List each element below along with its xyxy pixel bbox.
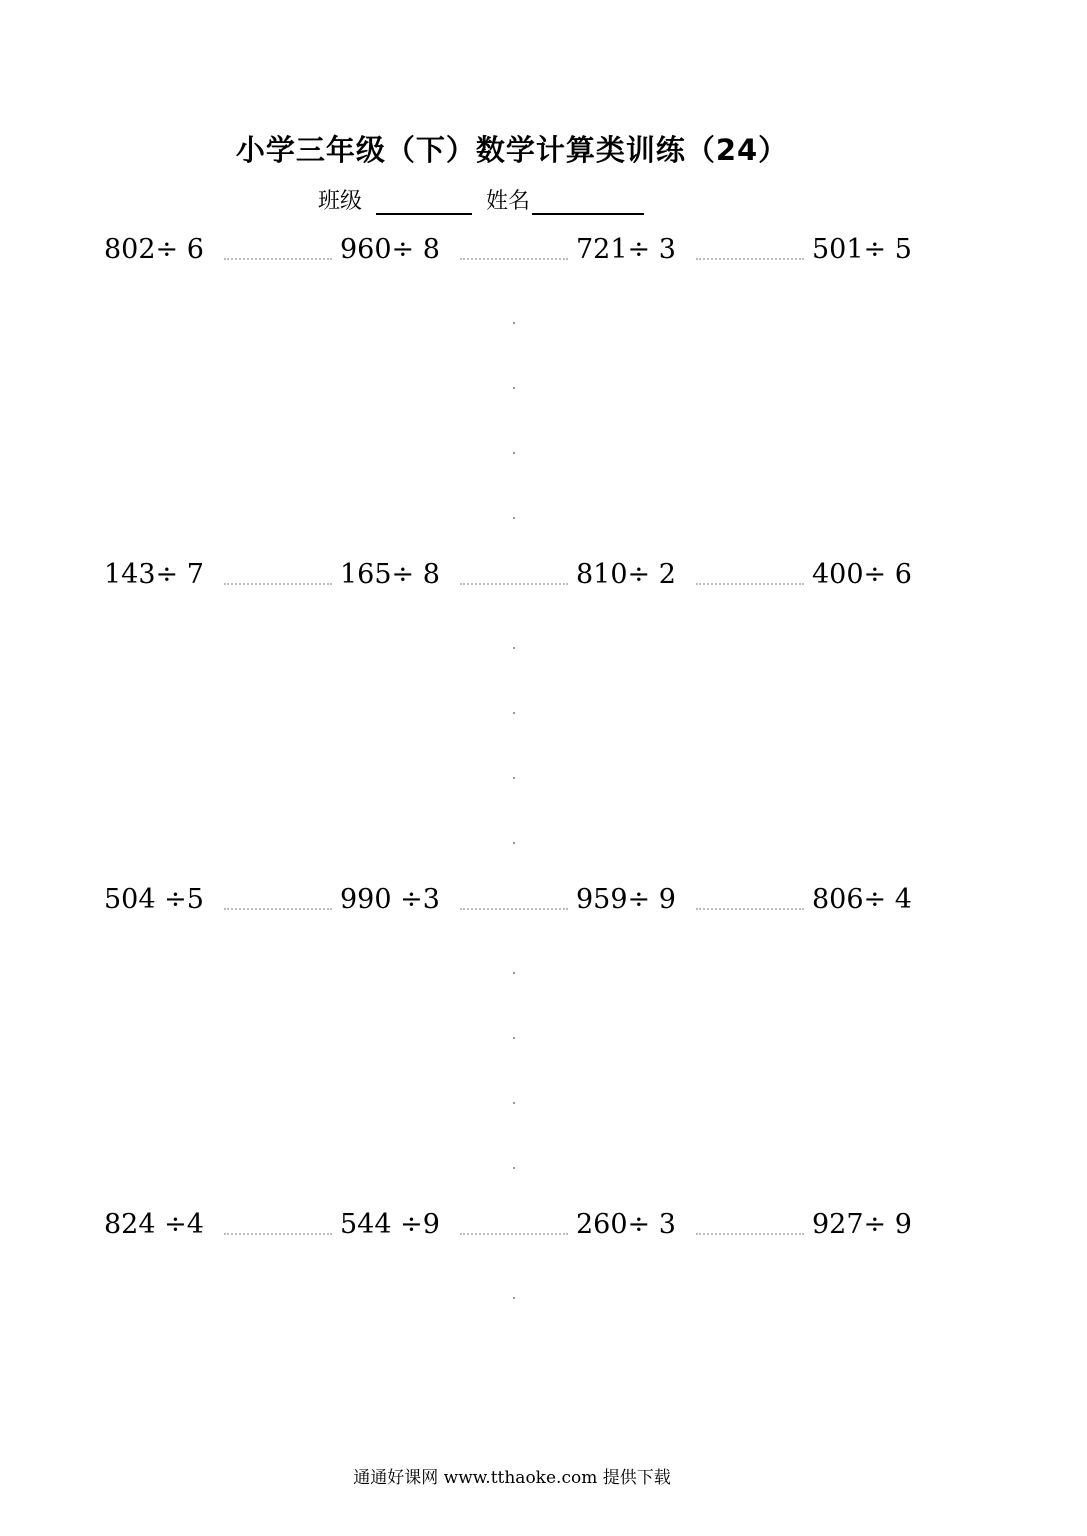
center-dot — [513, 647, 515, 649]
problem-item — [812, 230, 1048, 270]
problem-item — [576, 1205, 812, 1245]
problem-item — [576, 230, 812, 270]
problem-expression: 501÷ 5 — [812, 234, 912, 265]
problem-item — [340, 1205, 576, 1245]
dotted-leader — [696, 583, 804, 585]
center-dot — [513, 777, 515, 779]
center-dot — [513, 452, 515, 454]
dotted-leader — [460, 1233, 568, 1235]
dotted-leader — [460, 583, 568, 585]
problem-item — [340, 555, 576, 595]
problem-row-1 — [104, 230, 934, 270]
center-dot — [513, 1167, 515, 1169]
problem-expression: 990 ÷3 — [340, 884, 440, 915]
dotted-leader — [460, 258, 568, 260]
dotted-leader — [224, 1233, 332, 1235]
problem-item — [340, 880, 576, 920]
center-dot — [513, 842, 515, 844]
problem-row-3 — [104, 880, 934, 920]
problem-expression: 927÷ 9 — [812, 1209, 912, 1240]
problem-expression: 260÷ 3 — [576, 1209, 676, 1240]
problem-item — [104, 1205, 340, 1245]
page-title: 小学三年级（下）数学计算类训练（24） — [235, 133, 789, 167]
problem-expression: 165÷ 8 — [340, 559, 440, 590]
problem-expression: 802÷ 6 — [104, 234, 204, 265]
class-label: 班级 — [318, 189, 363, 214]
problem-expression: 959÷ 9 — [576, 884, 676, 915]
problem-item — [340, 230, 576, 270]
center-dot — [513, 712, 515, 714]
problem-item — [104, 880, 340, 920]
problem-expression: 544 ÷9 — [340, 1209, 440, 1240]
dotted-leader — [696, 1233, 804, 1235]
name-label: 姓名 — [486, 189, 531, 214]
center-dot — [513, 1102, 515, 1104]
problem-item — [576, 880, 812, 920]
dotted-leader — [224, 258, 332, 260]
footer-credit: 通通好课网 www.tthaoke.com 提供下载 — [353, 1468, 671, 1488]
student-info-line — [318, 184, 644, 215]
center-dot — [513, 1297, 515, 1299]
problem-expression: 143÷ 7 — [104, 559, 204, 590]
center-dot — [513, 972, 515, 974]
problem-expression: 960÷ 8 — [340, 234, 440, 265]
problem-expression: 824 ÷4 — [104, 1209, 204, 1240]
center-dot — [513, 517, 515, 519]
dotted-leader — [696, 258, 804, 260]
problem-item — [104, 230, 340, 270]
problem-expression: 400÷ 6 — [812, 559, 912, 590]
dotted-leader — [460, 908, 568, 910]
problem-item — [576, 555, 812, 595]
center-dot — [513, 322, 515, 324]
problem-expression: 810÷ 2 — [576, 559, 676, 590]
center-dot — [513, 387, 515, 389]
problem-row-2 — [104, 555, 934, 595]
problem-expression: 504 ÷5 — [104, 884, 204, 915]
class-blank[interactable] — [376, 187, 472, 215]
problem-expression: 806÷ 4 — [812, 884, 912, 915]
problem-expression: 721÷ 3 — [576, 234, 676, 265]
dotted-leader — [224, 908, 332, 910]
dotted-leader — [224, 583, 332, 585]
problem-item — [104, 555, 340, 595]
problem-item — [812, 1205, 1048, 1245]
problem-item — [812, 880, 1048, 920]
name-blank[interactable] — [532, 187, 644, 215]
problem-item — [812, 555, 1048, 595]
dotted-leader — [696, 908, 804, 910]
center-dot — [513, 1037, 515, 1039]
problem-row-4 — [104, 1205, 934, 1245]
